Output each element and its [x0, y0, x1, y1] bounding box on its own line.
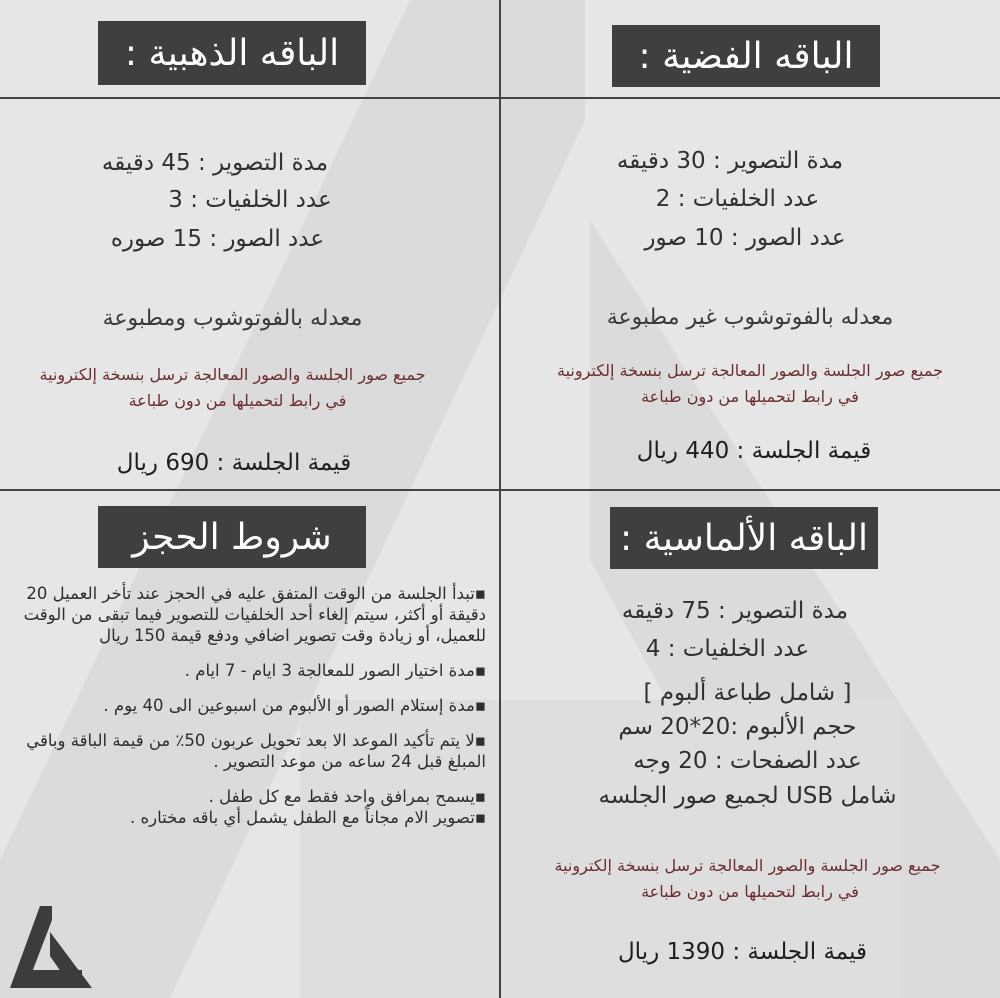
diamond-price: قيمة الجلسة : 1390 ريال: [617, 939, 868, 965]
gold-duration: مدة التصوير : 45 دقيقه: [101, 150, 329, 176]
booking-rule-delivery-period: ▪مدة إستلام الصور أو الألبوم من اسبوعين الى 40 يوم .: [103, 696, 486, 715]
diamond-album-size: حجم الألبوم :20*20 سم: [618, 714, 857, 740]
diamond-note-line1: جميع صور الجلسة والصور المعالجة ترسل بنسخة إلكترونية: [554, 856, 941, 875]
gold-editing: معدله بالفوتوشوب ومطبوعة: [102, 306, 363, 331]
booking-terms-list: [4, 583, 486, 842]
silver-package-title: الباقه الفضية :: [612, 25, 880, 87]
gold-photos: عدد الصور : 15 صوره: [110, 226, 325, 252]
booking-rule-mother-photo: ▪تصوير الام مجاناً مع الطفل يشمل أي باقه مختاره .: [129, 808, 486, 827]
diamond-album-included: [ شامل طباعة ألبوم ]: [643, 680, 852, 706]
gold-price: قيمة الجلسة : 690 ريال: [116, 450, 352, 476]
booking-rule-selection-period: ▪مدة اختيار الصور للمعالجة 3 ايام - 7 ايام .: [184, 661, 486, 680]
brand-logo-icon: [10, 906, 92, 988]
silver-photos: عدد الصور : 10 صور: [644, 225, 846, 251]
diamond-pages: عدد الصفحات : 20 وجه: [633, 748, 862, 774]
gold-package-title: الباقه الذهبية :: [98, 21, 366, 85]
booking-terms-title: شروط الحجز: [98, 506, 366, 568]
booking-rule-deposit: ▪لا يتم تأكيد الموعد الا بعد تحويل عربون 50٪ من قيمة الباقة وباقي المبلغ قبل 24 ساعه من موعد التصوير .: [26, 731, 486, 771]
diamond-backgrounds: عدد الخلفيات : 4: [645, 636, 810, 662]
diamond-duration: مدة التصوير : 75 دقيقه: [621, 598, 849, 624]
diamond-usb: شامل USB لجميع صور الجلسه: [598, 783, 897, 809]
diamond-note-line2: في رابط لتحميلها من دون طباعة: [641, 882, 859, 901]
silver-duration: مدة التصوير : 30 دقيقه: [616, 148, 844, 174]
silver-note-line2: في رابط لتحميلها من دون طباعة: [641, 387, 859, 406]
silver-editing: معدله بالفوتوشوب غير مطبوعة: [606, 305, 894, 330]
silver-backgrounds: عدد الخلفيات : 2: [655, 186, 820, 212]
diamond-package-title: الباقه الألماسية :: [610, 507, 878, 569]
gold-note-line1: جميع صور الجلسة والصور المعالجة ترسل بنسخة إلكترونية: [39, 365, 426, 384]
silver-note-line1: جميع صور الجلسة والصور المعالجة ترسل بنسخة إلكترونية: [557, 361, 943, 380]
silver-price: قيمة الجلسة : 440 ريال: [636, 438, 872, 464]
gold-backgrounds: عدد الخلفيات : 3: [168, 187, 332, 213]
booking-rule-late-arrival: ▪تبدأ الجلسة من الوقت المتفق عليه في الحجز عند تأخر العميل 20 دقيقة أو أكثر، سيتم إلغاء أحد الخلفيات للتصوير فيما تبقى من الوقت للعميل، أو زيادة وقت تصوير اضافي ودفع قيمة 150 ريال: [23, 584, 486, 645]
booking-rule-companion: ▪يسمح بمرافق واحد فقط مع كل طفل .: [208, 787, 486, 806]
gold-note-line2: في رابط لتحميلها من دون طباعة: [128, 391, 347, 410]
